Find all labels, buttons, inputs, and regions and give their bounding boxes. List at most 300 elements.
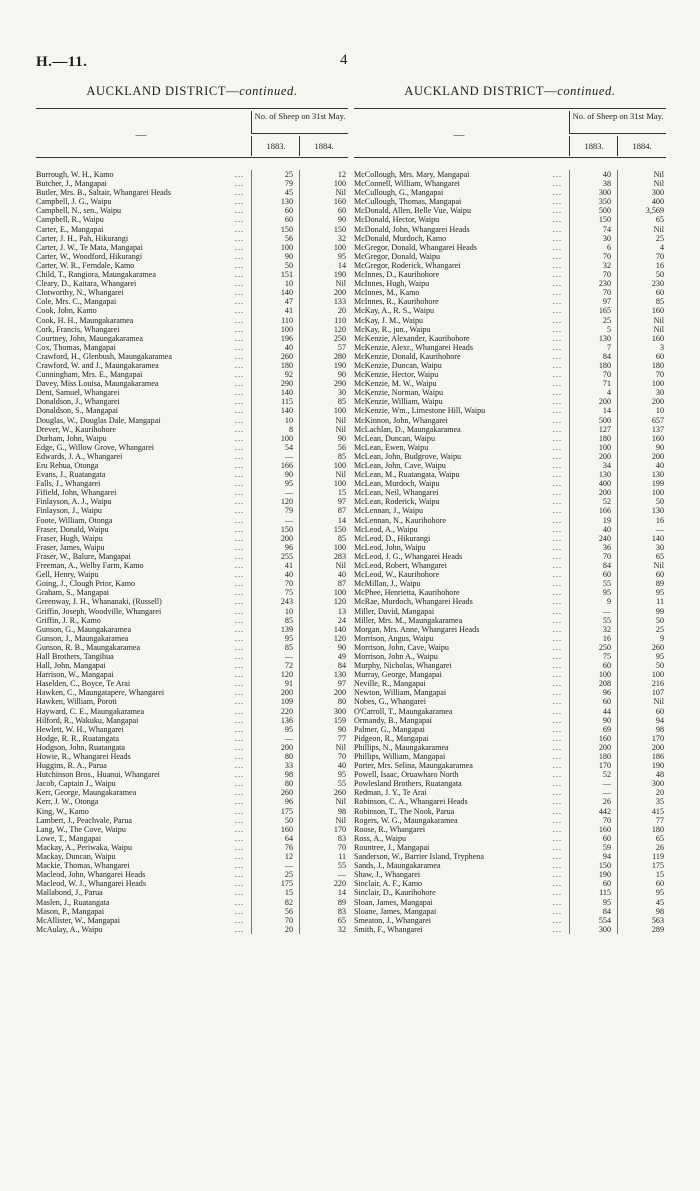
owner-cell: [36, 279, 248, 288]
owner-name: Kerr, George, Maungakaramea: [36, 788, 137, 798]
table-row: [354, 688, 666, 697]
table-row: [354, 497, 666, 506]
sheep-1883-cell: 98: [284, 770, 293, 780]
owner-name: Gunson, R. B., Maungakaramea: [36, 642, 141, 652]
owner-cell: [36, 361, 248, 370]
sheep-1884-cell: 130: [651, 470, 664, 480]
owner-cell: [354, 770, 566, 779]
sheep-1883-cell: 44: [602, 706, 611, 716]
table-row: [36, 370, 348, 379]
table-row: [354, 916, 666, 925]
sheep-1884-cell: 16: [655, 515, 664, 525]
owner-name: Jacob, Captain J., Waipu: [36, 779, 116, 789]
sheep-1884-cell: 13: [337, 606, 346, 616]
sheep-1884-cell: 80: [337, 697, 346, 707]
sheep-1884-cell: 90: [337, 724, 346, 734]
dot-leader: ...: [234, 615, 244, 625]
dot-leader: ...: [552, 242, 562, 252]
table-row: [354, 888, 666, 897]
table-row: [36, 534, 348, 543]
dot-leader: ...: [234, 242, 244, 252]
sheep-1884-cell: 40: [655, 461, 664, 470]
table-row: [36, 807, 348, 816]
dot-leader: ...: [234, 470, 244, 480]
dot-leader: ...: [234, 761, 244, 771]
owner-name: Butler, Mrs. B., Saltair, Whangarei Heads: [36, 188, 171, 198]
dot-leader: ...: [234, 588, 244, 598]
table-row: [36, 206, 348, 215]
owner-name: McKenzie, Duncan, Waipu: [354, 360, 442, 370]
sheep-1884-cell: 99: [655, 606, 664, 616]
owner-cell: [354, 543, 566, 552]
owner-name: Evans, J., Ruatangata: [36, 470, 106, 480]
owner-name: McInnes, R., Kaurihohore: [354, 297, 439, 307]
name-column-header: —: [135, 129, 147, 141]
table-row: [36, 306, 348, 315]
owner-cell: [354, 925, 566, 934]
table-row: [36, 870, 348, 879]
owner-name: Carter, J. W., Te Mata, Mangapai: [36, 242, 143, 252]
sheep-1883-cell: 54: [284, 442, 293, 452]
dot-leader: ...: [552, 861, 562, 871]
owner-name: Edge, G., Willow Grove, Whangarei: [36, 442, 155, 452]
dot-leader: ...: [234, 624, 244, 634]
sheep-1883-cell: 400: [598, 479, 611, 489]
table-row: [36, 552, 348, 561]
dot-leader: ...: [234, 397, 244, 407]
owner-name: Cook, H. H., Maungakaramea: [36, 315, 134, 325]
dot-leader: ...: [234, 379, 244, 389]
table-row: [36, 479, 348, 488]
dot-leader: ...: [552, 588, 562, 598]
owner-name: McKenzie, M. W., Waipu: [354, 379, 437, 389]
table-row: [354, 607, 666, 616]
owner-name: Mackie, Thomas, Whangarei: [36, 861, 130, 871]
owner-name: Griffin, J. R., Kamo: [36, 615, 101, 625]
dot-leader: ...: [234, 915, 244, 925]
dot-leader: ...: [234, 815, 244, 825]
owner-cell: [36, 188, 248, 197]
dot-leader: ...: [552, 488, 562, 498]
sheep-1883-cell: 140: [280, 288, 293, 298]
table-row: [36, 325, 348, 334]
owner-cell: [354, 552, 566, 561]
sheep-1883-cell: 100: [280, 324, 293, 334]
table-row: [36, 797, 348, 806]
dot-leader: ...: [234, 688, 244, 698]
sheep-1884-cell: 160: [651, 333, 664, 343]
sheep-1883-cell: 8: [288, 424, 293, 434]
dot-leader: ...: [552, 688, 562, 698]
dot-leader: ...: [234, 497, 244, 507]
owner-name: Morgan, Mrs. Anne, Whangarei Heads: [354, 624, 480, 634]
sheep-1884-cell: 90: [337, 370, 346, 380]
table-row: [354, 834, 666, 843]
table-row: [354, 752, 666, 761]
table-row: [354, 225, 666, 234]
sheep-1884-cell: —: [655, 524, 664, 534]
left-column: [36, 84, 348, 934]
table-row: [354, 234, 666, 243]
owner-name: Campbell, J. G., Waipu: [36, 197, 112, 207]
owner-cell: [36, 352, 248, 361]
table-row: [36, 197, 348, 206]
owner-name: McLachlan, D., Maungakaramea: [354, 424, 461, 434]
table-row: [36, 652, 348, 661]
owner-name: Powell, Isaac, Oruawharo North: [354, 770, 459, 780]
owner-cell: [354, 616, 566, 625]
owner-name: Rountree, J., Mangapai: [354, 842, 430, 852]
dot-leader: ...: [552, 370, 562, 380]
sheep-1884-cell: 200: [333, 688, 346, 698]
table-row: [36, 388, 348, 397]
sheep-1884-cell: 657: [651, 415, 664, 425]
dot-leader: ...: [234, 388, 244, 398]
table-row: [354, 261, 666, 270]
sheep-1883-cell: 290: [280, 379, 293, 389]
owner-name: McLean, Ewen, Waipu: [354, 442, 429, 452]
dot-leader: ...: [234, 797, 244, 807]
owner-name: Carter, W. R., Ferndale, Kamo: [36, 260, 135, 270]
sheep-1884-cell: 140: [651, 533, 664, 543]
dot-leader: ...: [234, 224, 244, 234]
sheep-1884-cell: 289: [651, 924, 664, 934]
table-row: [36, 888, 348, 897]
sheep-1884-cell: 85: [655, 297, 664, 307]
owner-name: Finlayson, A. J., Waipu: [36, 497, 112, 507]
owner-name: McLeod, A., Waipu: [354, 524, 418, 534]
sheep-1883-cell: 442: [598, 806, 611, 816]
owner-name: McKinnon, John, Whangarei: [354, 415, 448, 425]
owner-cell: [354, 188, 566, 197]
sheep-1883-cell: 10: [284, 279, 293, 289]
sheep-1884-cell: 97: [337, 497, 346, 507]
owner-cell: [354, 688, 566, 697]
sheep-1884-cell: 3,569: [645, 206, 664, 216]
sheep-1884-cell: 65: [655, 551, 664, 561]
owner-cell: [354, 197, 566, 206]
sheep-1883-cell: 84: [602, 351, 611, 361]
dot-leader: ...: [552, 806, 562, 816]
table-row: [36, 607, 348, 616]
owner-name: McGregor, Donald, Whangarei Heads: [354, 242, 477, 252]
owner-name: McAllister, W., Mangapai: [36, 915, 120, 925]
owner-cell: [354, 334, 566, 343]
dot-leader: ...: [552, 497, 562, 507]
table-row: [354, 825, 666, 834]
sheep-1883-cell: 12: [284, 852, 293, 862]
owner-name: Falls, J., Whangarei: [36, 479, 101, 489]
owner-cell: [354, 597, 566, 606]
table-row: [36, 497, 348, 506]
dot-leader: ...: [552, 606, 562, 616]
table-row: [36, 725, 348, 734]
table-row: [354, 870, 666, 879]
table-row: [354, 434, 666, 443]
sheep-1884-cell: 98: [655, 724, 664, 734]
sheep-1883-cell: 136: [280, 715, 293, 725]
sheep-1883-cell: 82: [284, 897, 293, 907]
owner-cell: [354, 370, 566, 379]
table-body: [36, 170, 348, 934]
sheep-1884-cell: 60: [655, 288, 664, 298]
sheep-1884-cell: 90: [337, 642, 346, 652]
owner-cell: [354, 488, 566, 497]
owner-name: McLennan, J., Waipu: [354, 506, 424, 516]
sheep-1883-cell: 59: [602, 842, 611, 852]
owner-cell: [36, 797, 248, 806]
sheep-1884-cell: 32: [337, 924, 346, 934]
owner-cell: [36, 525, 248, 534]
owner-name: Mallabond, J., Parua: [36, 888, 103, 898]
sheep-1884-cell: 70: [337, 842, 346, 852]
sheep-1884-cell: Nil: [653, 170, 664, 179]
table-row: [36, 616, 348, 625]
sheep-1883-cell: 5: [606, 324, 611, 334]
owner-cell: [354, 479, 566, 488]
table-row: [354, 725, 666, 734]
owner-name: McDonald, Murdoch, Kamo: [354, 233, 447, 243]
sheep-1884-cell: 280: [333, 351, 346, 361]
owner-cell: [354, 861, 566, 870]
table-row: [354, 316, 666, 325]
owner-cell: [354, 497, 566, 506]
sheep-1883-cell: 80: [284, 752, 293, 761]
sheep-1884-cell: 95: [337, 770, 346, 780]
sheep-1883-cell: 180: [598, 433, 611, 443]
sheep-1883-cell: 94: [602, 852, 611, 862]
sheep-1884-cell: 11: [338, 852, 346, 862]
owner-name: Robinson, C. A., Whangarei Heads: [354, 797, 468, 807]
sheep-1884-cell: 160: [651, 433, 664, 443]
sheep-1883-cell: 10: [284, 415, 293, 425]
dot-leader: ...: [234, 288, 244, 298]
table-row: [354, 288, 666, 297]
table-row: [354, 843, 666, 852]
sheep-1883-cell: 208: [598, 679, 611, 689]
table-row: [36, 770, 348, 779]
right-column: [354, 84, 666, 934]
owner-cell: [354, 270, 566, 279]
sheep-1883-cell: 71: [602, 379, 611, 389]
sheep-1884-cell: 220: [333, 879, 346, 889]
owner-cell: [354, 870, 566, 879]
table-row: [36, 470, 348, 479]
owner-cell: [36, 261, 248, 270]
sheep-1884-cell: 87: [337, 506, 346, 516]
sheep-1884-cell: 137: [651, 424, 664, 434]
sheep-1883-cell: 90: [602, 715, 611, 725]
dot-leader: ...: [234, 433, 244, 443]
sheep-1883-cell: —: [284, 488, 293, 498]
owner-name: McKay, R., jun., Waipu: [354, 324, 431, 334]
sheep-1884-cell: Nil: [653, 224, 664, 234]
table-row: [36, 670, 348, 679]
sheep-1884-cell: 400: [651, 197, 664, 207]
owner-cell: [354, 743, 566, 752]
sheep-1883-cell: 80: [284, 779, 293, 789]
owner-cell: [354, 352, 566, 361]
sheep-1883-cell: 20: [284, 924, 293, 934]
owner-cell: [36, 761, 248, 770]
sheep-1884-cell: —: [337, 870, 346, 880]
table-row: [354, 370, 666, 379]
owner-cell: [354, 734, 566, 743]
owner-name: Maslen, J., Ruatangata: [36, 897, 110, 907]
sheep-1883-cell: 196: [280, 333, 293, 343]
dot-leader: ...: [234, 306, 244, 316]
sheep-1883-cell: 52: [602, 770, 611, 780]
sheep-1883-cell: 120: [280, 497, 293, 507]
sheep-1883-cell: 139: [280, 624, 293, 634]
table-row: [354, 306, 666, 315]
table-row: [36, 452, 348, 461]
owner-cell: [354, 643, 566, 652]
owner-name: Child, T., Rangiora, Maungakaramea: [36, 270, 156, 280]
sheep-1884-cell: 77: [337, 733, 346, 743]
sheep-1884-cell: 120: [333, 597, 346, 607]
table-row: [36, 925, 348, 934]
table-row: [354, 297, 666, 306]
owner-cell: [36, 197, 248, 206]
table-row: [354, 597, 666, 606]
owner-cell: [36, 570, 248, 579]
sheep-1883-cell: 300: [598, 924, 611, 934]
sheep-1884-cell: Nil: [653, 315, 664, 325]
table-row: [36, 843, 348, 852]
dot-leader: ...: [552, 770, 562, 780]
sheep-1884-cell: 84: [337, 661, 346, 671]
sheep-1884-cell: 50: [655, 661, 664, 671]
dot-leader: ...: [234, 170, 244, 179]
dot-leader: ...: [552, 852, 562, 862]
owner-cell: [36, 825, 248, 834]
owner-cell: [36, 679, 248, 688]
sheep-1884-cell: 65: [655, 215, 664, 225]
sheep-1883-cell: 300: [598, 188, 611, 198]
year-1883-header: 1883.: [569, 136, 618, 156]
sheep-1884-cell: 70: [655, 251, 664, 261]
owner-name: Donaldson, S., Mangapai: [36, 406, 119, 416]
owner-cell: [36, 534, 248, 543]
table-row: [36, 588, 348, 597]
sheep-1883-cell: 200: [280, 688, 293, 698]
dot-leader: ...: [552, 661, 562, 671]
table-row: [354, 197, 666, 206]
owner-cell: [354, 252, 566, 261]
sheep-1884-cell: 200: [651, 742, 664, 752]
sheep-1884-cell: 95: [655, 588, 664, 598]
sheep-1883-cell: 56: [284, 906, 293, 916]
sheep-1883-cell: 60: [602, 697, 611, 707]
owner-name: Powlesland Brothers, Ruatangata: [354, 779, 462, 789]
dot-leader: ...: [552, 424, 562, 434]
owner-name: Smith, F., Whangarei: [354, 924, 423, 934]
sheep-1883-cell: 150: [598, 215, 611, 225]
owner-cell: [36, 334, 248, 343]
owner-cell: [354, 652, 566, 661]
dot-leader: ...: [234, 451, 244, 461]
owner-name: McKay, A., R. S., Waipu: [354, 306, 435, 316]
sheep-1883-cell: 92: [284, 370, 293, 380]
dot-leader: ...: [234, 752, 244, 761]
owner-name: Gell, Henry, Waipu: [36, 570, 99, 580]
sheep-1883-cell: 160: [598, 733, 611, 743]
owner-name: Hodgson, John, Ruatangata: [36, 742, 126, 752]
dot-leader: ...: [234, 661, 244, 671]
owner-name: Macleod, John, Whangarei Heads: [36, 870, 146, 880]
sheep-1883-cell: 160: [280, 824, 293, 834]
sheep-1884-cell: 95: [337, 251, 346, 261]
dot-leader: ...: [552, 206, 562, 216]
sheep-1884-cell: 100: [651, 670, 664, 680]
sheep-1883-cell: 165: [598, 306, 611, 316]
owner-name: Sanderson, W., Barrier Island, Tryphena: [354, 852, 484, 862]
dot-leader: ...: [552, 506, 562, 516]
sheep-1883-cell: 6: [606, 242, 611, 252]
owner-name: Fraser, Hugh, Waipu: [36, 533, 103, 543]
sheep-1883-cell: —: [284, 733, 293, 743]
owner-name: Miller, David, Mangapai: [354, 606, 435, 616]
sheep-1884-cell: 25: [655, 233, 664, 243]
table-row: [36, 743, 348, 752]
sheep-1884-cell: 97: [337, 679, 346, 689]
table-row: [354, 479, 666, 488]
dot-leader: ...: [552, 888, 562, 898]
table-row: [36, 898, 348, 907]
dot-leader: ...: [234, 179, 244, 189]
sheep-1884-cell: 180: [651, 824, 664, 834]
sheep-1884-cell: 120: [333, 633, 346, 643]
owner-cell: [36, 288, 248, 297]
table-row: [354, 807, 666, 816]
table-row: [354, 361, 666, 370]
table-row: [354, 388, 666, 397]
sheep-1883-cell: 180: [280, 360, 293, 370]
dot-leader: ...: [234, 188, 244, 198]
owner-cell: [36, 543, 248, 552]
owner-cell: [354, 607, 566, 616]
dot-leader: ...: [552, 561, 562, 571]
owner-cell: [36, 898, 248, 907]
table-row: [354, 352, 666, 361]
sheep-1884-cell: 130: [651, 506, 664, 516]
owner-name: Pidgeon, R., Mangapai: [354, 733, 429, 743]
sheep-1884-cell: 100: [333, 479, 346, 489]
dot-leader: ...: [234, 706, 244, 716]
sheep-1884-cell: Nil: [335, 797, 346, 807]
table-row: [354, 634, 666, 643]
dot-leader: ...: [552, 824, 562, 834]
table-row: [354, 397, 666, 406]
owner-cell: [354, 788, 566, 797]
owner-name: Edwards, J. A., Whangarei: [36, 451, 123, 461]
owner-name: McRae, Murdoch, Whangarei Heads: [354, 597, 473, 607]
owner-cell: [354, 416, 566, 425]
owner-cell: [354, 325, 566, 334]
table-row: [354, 652, 666, 661]
table-row: [354, 170, 666, 179]
document-reference: H.—11.: [36, 54, 88, 70]
dot-leader: ...: [552, 379, 562, 389]
owner-name: Rogers, W. G., Maungakaramea: [354, 815, 458, 825]
owner-name: Porter, Mrs. Selina, Maungakaramea: [354, 761, 473, 771]
sheep-1883-cell: —: [284, 451, 293, 461]
owner-name: McLeod, J. G., Whangarei Heads: [354, 551, 463, 561]
owner-name: McPhee, Henrietta, Kaurihohore: [354, 588, 460, 598]
owner-name: Mackay, A., Periwaka, Waipu: [36, 842, 132, 852]
table-row: [354, 343, 666, 352]
